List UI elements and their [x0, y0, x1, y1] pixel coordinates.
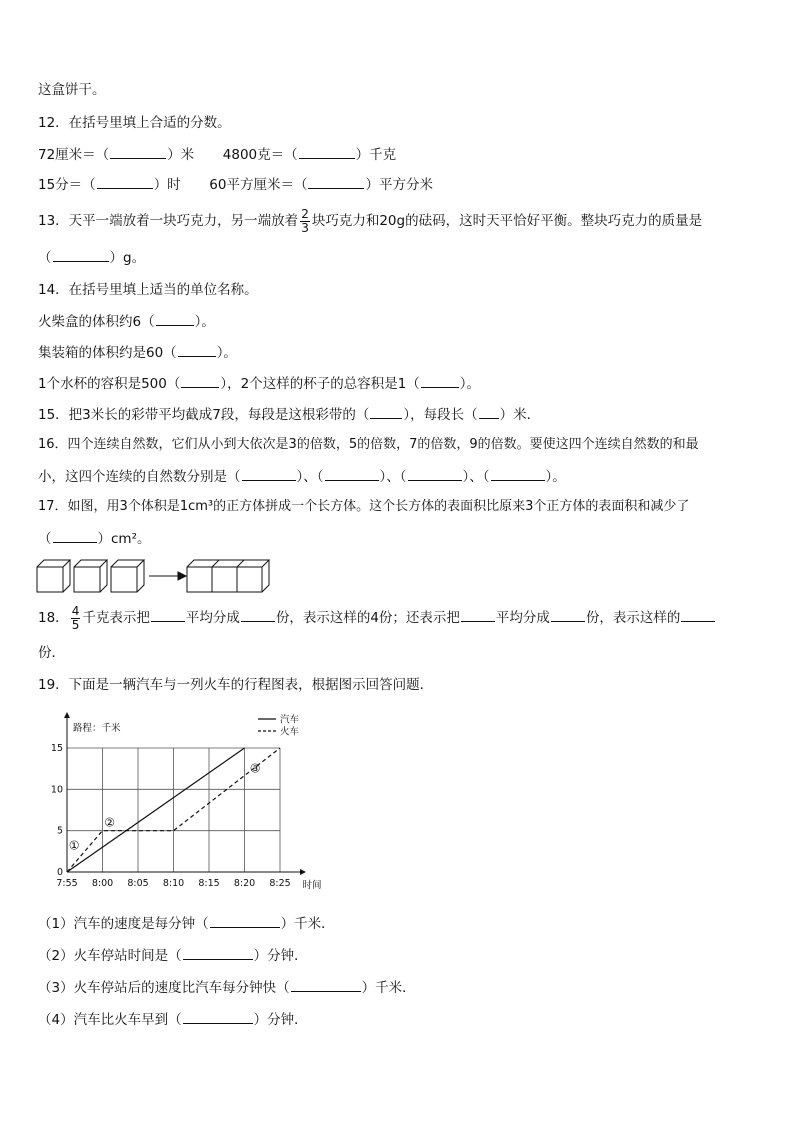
answer-blank[interactable] — [308, 174, 364, 189]
x-tick-label: 8:20 — [233, 878, 256, 889]
cube-1 — [37, 560, 70, 592]
answer-blank[interactable] — [408, 466, 462, 481]
q19-stem: 19．下面是一辆汽车与一列火车的行程图表，根据图示回答问题． — [38, 677, 434, 693]
q19-sub1: （1）汽车的速度是每分钟（ ）千米． — [38, 913, 335, 934]
answer-blank[interactable] — [151, 607, 185, 622]
travel-chart — [40, 704, 360, 904]
arrow-icon — [149, 572, 186, 580]
q19-sub3: （3）火车停站后的速度比汽车每分钟快（ ）千米． — [38, 977, 416, 998]
y-tick-label: 0 — [56, 867, 63, 878]
y-tick-label: 10 — [50, 784, 63, 796]
x-tick-label: 8:25 — [269, 878, 291, 889]
y-axis-arrow — [64, 712, 70, 718]
fraction-two-thirds: $\frac{2}{3}$ — [301, 206, 309, 235]
x-tick-label: 8:10 — [162, 878, 185, 889]
x-axis-arrow — [300, 869, 306, 875]
answer-blank[interactable] — [183, 945, 253, 960]
q19-sub2: （2）火车停站时间是（ ）分钟． — [38, 945, 308, 966]
q16-line2: 小，这四个连续的自然数分别是（ ）、（ ）、（ ）、（ ）。 — [38, 466, 566, 487]
chart-annotation: ① — [68, 838, 80, 853]
x-tick-label: 8:00 — [91, 878, 114, 889]
answer-blank[interactable] — [325, 466, 379, 481]
answer-blank[interactable] — [210, 913, 280, 928]
q13-line1: 13．天平一端放着一块巧克力，另一端放着 $\frac{2}{3}$ 块巧克力和20g的砝码，这时天平恰好平衡。整块巧克力的质量是 — [38, 206, 703, 235]
legend-label: 汽车 — [280, 714, 300, 726]
q12-row2: 15分＝（ ）时 60平方厘米＝（ ）平方分米 — [38, 174, 433, 195]
cube-3 — [111, 560, 144, 592]
cuboid — [187, 560, 269, 592]
cubes-figure — [36, 558, 276, 594]
answer-blank[interactable] — [681, 607, 715, 622]
q17-line2: （ ）cm²。 — [38, 528, 151, 549]
x-tick-label: 8:15 — [198, 878, 220, 889]
continuation-text: 这盒饼干。 — [38, 82, 106, 98]
answer-blank[interactable] — [241, 607, 275, 622]
legend-label: 火车 — [280, 726, 300, 738]
series-line — [67, 748, 245, 872]
q18-line1: 18． $\frac{4}{5}$ 千克表示把 平均分成 份，表示这样的4份；还表示把 平均分成 份，表示这样的 — [38, 603, 716, 633]
q19-sub4: （4）汽车比火车早到（ ）分钟． — [38, 1009, 308, 1030]
q17-line1: 17．如图，用3个体积是1cm³的正方体拼成一个长方体。这个长方体的表面积比原来3个正方体的表面积和减少了 — [38, 499, 690, 514]
q13-line2: （ ）g。 — [38, 247, 145, 268]
q14-row1: 火柴盒的体积约6（ ）。 — [38, 311, 215, 332]
answer-blank[interactable] — [53, 528, 97, 543]
answer-blank[interactable] — [242, 466, 296, 481]
answer-blank[interactable] — [291, 977, 361, 992]
answer-blank[interactable] — [183, 1009, 253, 1024]
x-tick-label: 8:05 — [127, 878, 149, 889]
cube-2 — [74, 560, 107, 592]
x-tick-label: 7:55 — [56, 878, 78, 889]
fraction-four-fifths: $\frac{4}{5}$ — [71, 603, 80, 632]
answer-blank[interactable] — [156, 311, 194, 326]
answer-blank[interactable] — [181, 373, 219, 388]
y-tick-label: 5 — [56, 825, 63, 837]
q12-stem: 12．在括号里填上合适的分数。 — [38, 115, 231, 131]
answer-blank[interactable] — [97, 174, 153, 189]
q15-line: 15．把3米长的彩带平均截成7段，每段是这根彩带的（ ），每段长（ ）米． — [38, 404, 540, 425]
answer-blank[interactable] — [479, 404, 499, 419]
q16-line1: 16．四个连续自然数，它们从小到大依次是3的倍数，5的倍数，7的倍数，9的倍数。要使这四个连续自然数的和最 — [38, 437, 699, 452]
y-axis-title: 路程：千米 — [73, 723, 121, 734]
answer-blank[interactable] — [491, 466, 545, 481]
answer-blank[interactable] — [53, 247, 109, 262]
q12-row1: 72厘米＝（ ）米 4800克＝（ ）千克 — [38, 144, 396, 165]
y-tick-label: 15 — [50, 743, 63, 754]
q18-line2: 份． — [38, 645, 65, 661]
answer-blank[interactable] — [370, 404, 402, 419]
q14-stem: 14．在括号里填上适当的单位名称。 — [38, 282, 258, 298]
x-axis-title: 时间 — [302, 880, 322, 891]
chart-annotation: ② — [104, 815, 115, 830]
q14-row2: 集装箱的体积约是60（ ）。 — [38, 342, 237, 363]
answer-blank[interactable] — [178, 342, 216, 357]
q14-row3: 1个水杯的容积是500（ ），2个这样的杯子的总容积是1（ ）。 — [38, 373, 480, 394]
answer-blank[interactable] — [461, 607, 495, 622]
chart-annotation: ③ — [249, 761, 261, 776]
answer-blank[interactable] — [299, 144, 355, 159]
answer-blank[interactable] — [110, 144, 166, 159]
answer-blank[interactable] — [551, 607, 585, 622]
answer-blank[interactable] — [421, 373, 459, 388]
